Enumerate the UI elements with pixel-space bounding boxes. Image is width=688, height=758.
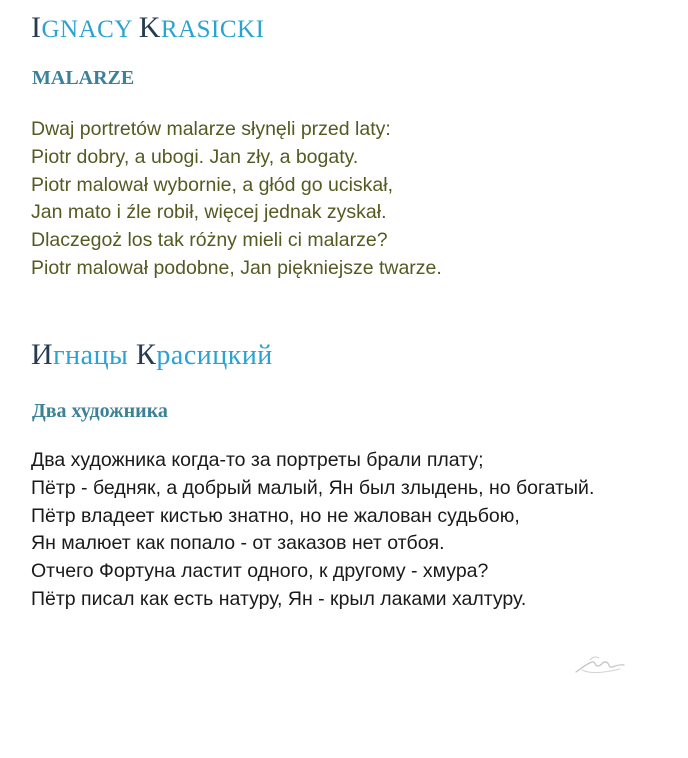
poem-text-russian xyxy=(31,447,594,614)
poem-line: Отчего Фортуна ластит одного, к другому - хмура? xyxy=(31,560,489,583)
poem-line: Два художника когда-то за портреты брали плату; xyxy=(31,449,484,471)
author-name-russian xyxy=(31,340,273,370)
poem-line: Пётр писал как есть натуру, Ян - крыл лаками халтуру. xyxy=(31,587,527,610)
author-name-part: GNACY xyxy=(41,16,132,43)
author-name-part: RASICKI xyxy=(160,16,265,43)
poem-line: Jan mato i źle robił, więcej jednak zyskał. xyxy=(31,201,387,224)
poem-line: Piotr malował wybornie, a głód go uciskał, xyxy=(31,173,394,196)
author-initial: K xyxy=(138,11,161,44)
poem-line: Пётр - бедняк, а добрый малый, Ян был злыдень, но богатый. xyxy=(31,476,595,499)
author-initial: I xyxy=(31,11,42,44)
poem-line: Dlaczegoż los tak różny mieli ci malarze? xyxy=(31,229,388,252)
author-name-part: расицкий xyxy=(156,340,273,371)
poem-line: Piotr malował podobne, Jan piękniejsze twarze. xyxy=(31,256,442,279)
poem-title-polish: MALARZE xyxy=(32,67,135,89)
author-name-polish xyxy=(31,13,264,43)
poem-line: Ян малюет как попало - от заказов нет отбоя. xyxy=(31,532,445,555)
poem-line: Piotr dobry, a ubogi. Jan zły, a bogaty. xyxy=(31,145,359,168)
signature-mark xyxy=(572,648,628,680)
poem-line: Dwaj portretów malarze słynęli przed laty: xyxy=(31,118,391,140)
author-initial: К xyxy=(135,338,157,371)
poem-title-russian: Два художника xyxy=(32,400,168,422)
poem-line: Пётр владеет кистью знатно, но не жалован судьбою, xyxy=(31,504,520,527)
author-initial: И xyxy=(31,338,54,371)
author-name-part: гнацы xyxy=(53,340,129,371)
poem-text-polish xyxy=(31,116,442,283)
